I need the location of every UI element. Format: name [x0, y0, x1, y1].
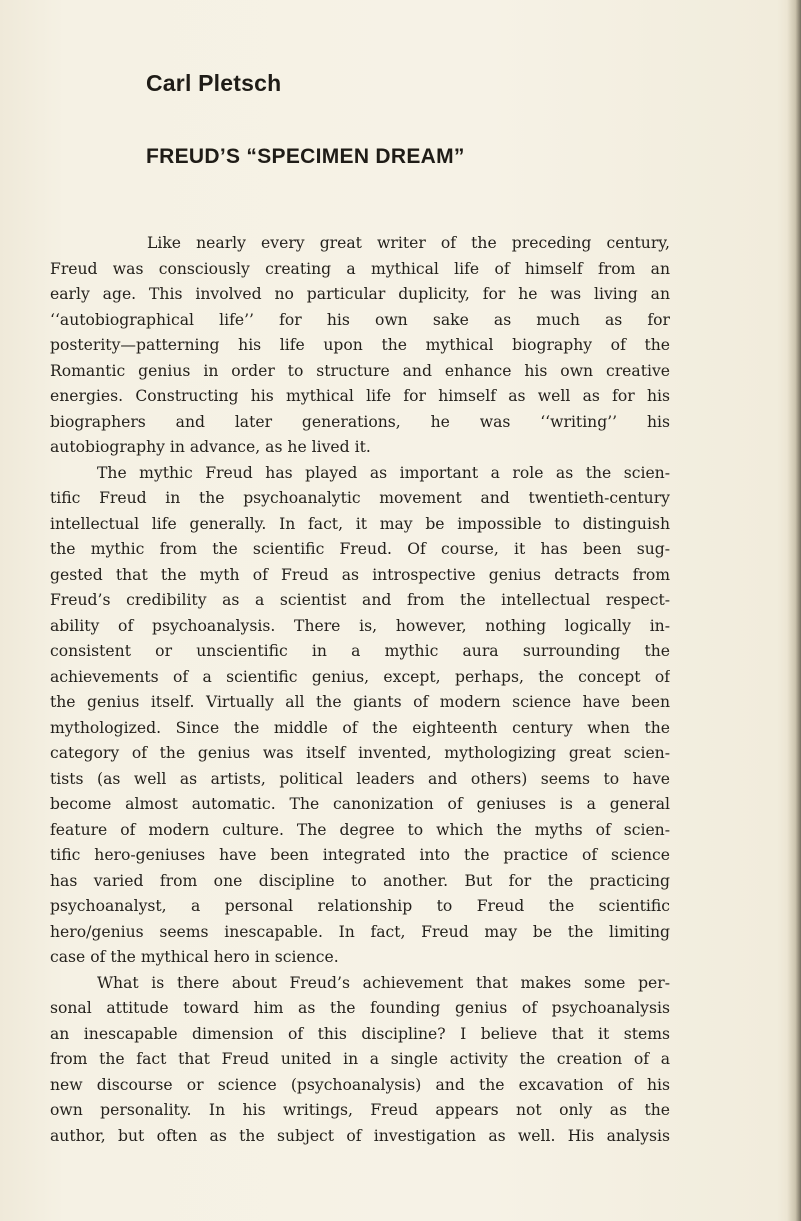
text-line: category of the genius was itself invented, mythologizing great scien-: [50, 744, 670, 762]
text-line: biographers and later generations, he was ‘‘writing’’ his: [50, 412, 670, 431]
text-line: case of the mythical hero in science.: [50, 948, 339, 966]
text-line: energies. Constructing his mythical life for himself as well as for his: [50, 387, 670, 405]
author-name: Carl Pletsch: [146, 70, 282, 96]
text-line: new discourse or science (psychoanalysis) and the excavation of his: [50, 1075, 670, 1094]
text-line: ‘‘autobiographical life’’ for his own sake as much as for: [50, 310, 670, 329]
body-text: [50, 231, 670, 1149]
text-line: achievements of a scientific genius, except, perhaps, the concept of: [50, 667, 670, 686]
text-line: posterity—patterning his life upon the mythical biography of the: [50, 336, 670, 354]
text-line: gested that the myth of Freud as introspective genius detracts from: [50, 565, 670, 584]
text-line: the mythic from the scientific Freud. Of course, it has been sug-: [50, 540, 670, 558]
text-line: tific hero-geniuses have been integrated into the practice of science: [50, 846, 670, 864]
text-line: Romantic genius in order to structure and enhance his own creative: [50, 361, 670, 380]
text-line: hero/genius seems inescapable. In fact, Freud may be the limiting: [50, 922, 670, 941]
text-line: tists (as well as artists, political leaders and others) seems to have: [50, 769, 670, 788]
text-line: psychoanalyst, a personal relationship to Freud the scientific: [50, 897, 670, 915]
text-line: early age. This involved no particular duplicity, for he was living an: [50, 285, 670, 303]
text-line: feature of modern culture. The degree to which the myths of scien-: [50, 820, 670, 839]
text-line: ability of psychoanalysis. There is, however, nothing logically in-: [50, 616, 670, 635]
text-line: from the fact that Freud united in a single activity the creation of a: [50, 1050, 670, 1068]
text-line: an inescapable dimension of this discipline? I believe that it stems: [50, 1024, 670, 1043]
text-line: intellectual life generally. In fact, it may be impossible to distinguish: [50, 514, 670, 533]
text-line: mythologized. Since the middle of the eighteenth century when the: [50, 718, 670, 737]
text-line: sonal attitude toward him as the founding genius of psychoanalysis: [50, 999, 670, 1017]
text-line: tific Freud in the psychoanalytic movement and twentieth-century: [50, 489, 670, 507]
chapter-title: FREUD’S “SPECIMEN DREAM”: [146, 145, 465, 168]
text-line: become almost automatic. The canonization of geniuses is a general: [50, 795, 670, 813]
text-line: author, but often as the subject of investigation as well. His analysis: [50, 1126, 670, 1145]
text-line: Freud was consciously creating a mythical life of himself from an: [50, 259, 670, 278]
text-line: autobiography in advance, as he lived it.: [50, 438, 371, 456]
text-line: Like nearly every great writer of the preceding century,: [147, 234, 670, 252]
text-line: Freud’s credibility as a scientist and from the intellectual respect-: [50, 591, 670, 609]
text-line: the genius itself. Virtually all the giants of modern science have been: [50, 693, 670, 711]
text-line: own personality. In his writings, Freud appears not only as the: [50, 1101, 670, 1119]
text-line: consistent or unscientific in a mythic aura surrounding the: [50, 642, 670, 660]
text-line: What is there about Freud’s achievement that makes some per-: [97, 973, 670, 992]
text-line: has varied from one discipline to another. But for the practicing: [50, 871, 670, 890]
text-line: The mythic Freud has played as important a role as the scien-: [97, 463, 670, 482]
page-edge-shadow: [787, 0, 801, 1221]
